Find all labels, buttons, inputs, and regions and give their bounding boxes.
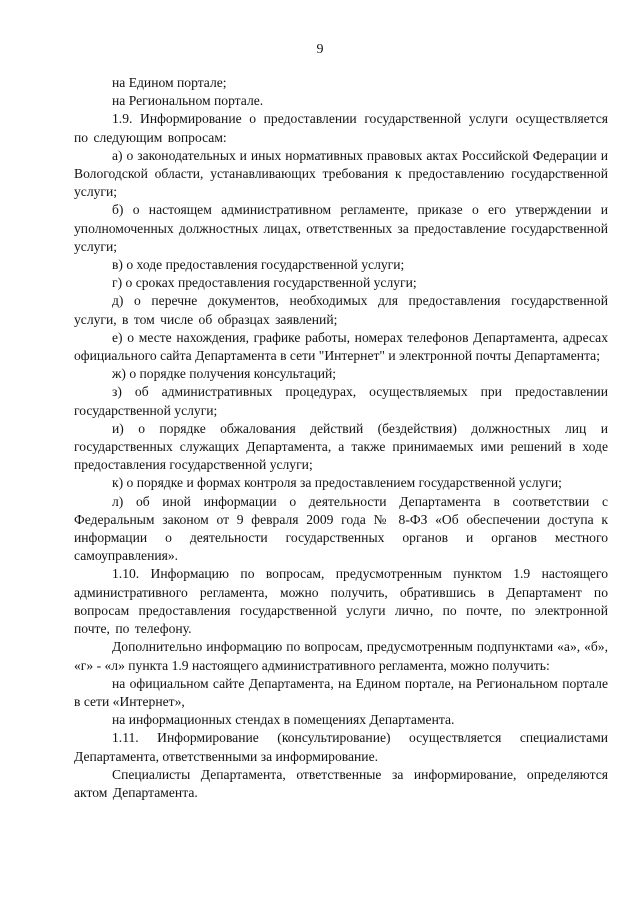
paragraph: 1.11. Информирование (консультирование) осуществляется специалистами Департамента, ответственными за информирование. bbox=[74, 730, 608, 764]
paragraph: в) о ходе предоставления государственной услуги; bbox=[112, 257, 405, 273]
paragraph: Дополнительно информацию по вопросам, предусмотренным подпунктами «а», «б», «г» - «л» пункта 1.9 настоящего административного регламента, можно получить: bbox=[74, 639, 608, 673]
document-body bbox=[74, 74, 608, 802]
paragraph: з) об административных процедурах, осуществляемых при предоставлении государственной услуги; bbox=[74, 384, 608, 418]
paragraph: е) о месте нахождения, графике работы, номерах телефонов Департамента, адресах официального сайта Департамента в сети "Интернет" и электронной почты Департамента; bbox=[74, 329, 608, 364]
paragraph: г) о сроках предоставления государственной услуги; bbox=[112, 275, 417, 291]
paragraph: на Региональном портале. bbox=[112, 93, 264, 109]
paragraph: на информационных стендах в помещениях Департамента. bbox=[112, 712, 455, 728]
paragraph: а) о законодательных и иных нормативных правовых актах Российской Федерации и Вологодской области, устанавливающих требования к предоставлению государственной услуги; bbox=[74, 147, 608, 200]
paragraph: на официальном сайте Департамента, на Едином портале, на Региональном портале в сети «Интернет», bbox=[74, 675, 608, 709]
page-number: 9 bbox=[316, 42, 324, 57]
paragraph: 1.10. Информацию по вопросам, предусмотренным пунктом 1.9 настоящего административного регламента, можно получить, обратившись в Департамент по вопросам предоставления государственной услуги лично, по почте, по электронной почте, по телефону. bbox=[74, 566, 608, 637]
paragraph: и) о порядке обжалования действий (бездействия) должностных лиц и государственных служащих Департамента, а также принимаемых ими решений в ходе предоставления государственной услуги; bbox=[74, 420, 608, 473]
paragraph: Специалисты Департамента, ответственные за информирование, определяются актом Департамента. bbox=[74, 766, 608, 800]
paragraph: л) об иной информации о деятельности Департамента в соответствии с Федеральным законом от 9 февраля 2009 года № 8-ФЗ «Об обеспечении доступа к информации о деятельности государственных органов и органов местного самоуправления». bbox=[74, 493, 608, 564]
paragraph: д) о перечне документов, необходимых для предоставления государственной услуги, в том числе об образцах заявлений; bbox=[74, 293, 608, 327]
paragraph: к) о порядке и формах контроля за предоставлением государственной услуги; bbox=[112, 475, 562, 491]
paragraph: на Едином портале; bbox=[112, 75, 227, 90]
paragraph: 1.9. Информирование о предоставлении государственной услуги осуществляется по следующим вопросам: bbox=[74, 111, 608, 145]
paragraph: ж) о порядке получения консультаций; bbox=[112, 366, 337, 382]
paragraph: б) о настоящем административном регламенте, приказе о его утверждении и уполномоченных должностных лицах, ответственных за предоставление государственной услуги; bbox=[74, 202, 608, 254]
